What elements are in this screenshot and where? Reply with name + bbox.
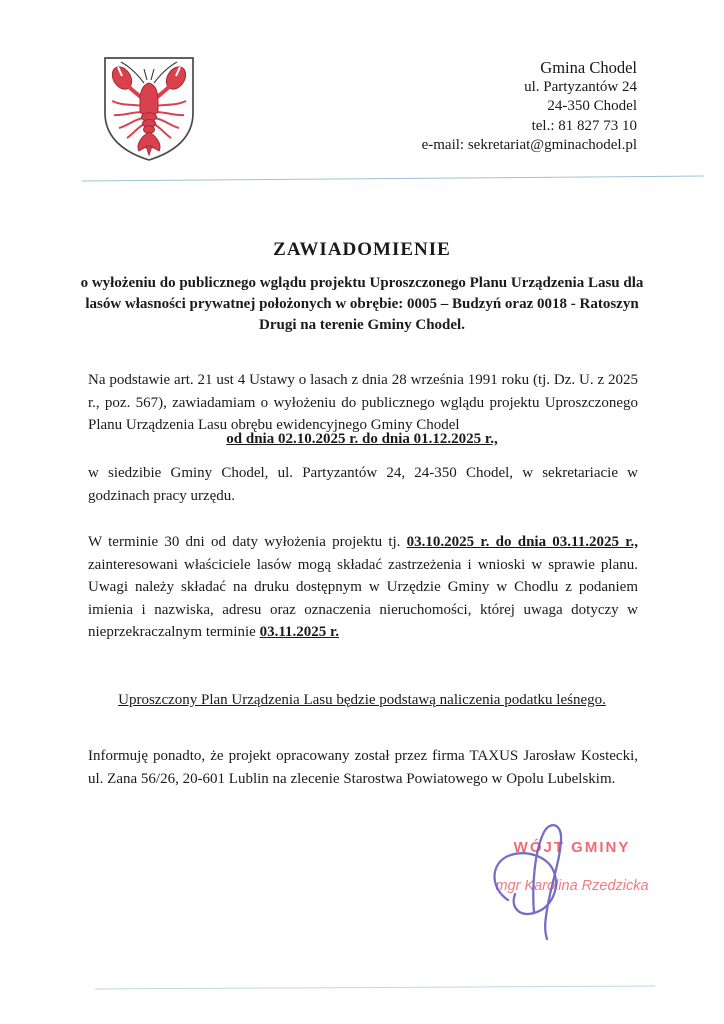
sender-phone: tel.: 81 827 73 10 — [531, 117, 637, 134]
objection-date-range: 03.10.2025 r. do dnia 03.11.2025 r., — [406, 534, 638, 550]
tax-basis-note: Uproszczony Plan Urządzenia Lasu będzie podstawą naliczenia podatku leśnego. — [118, 692, 606, 708]
gmina-chodel-crest-icon — [97, 53, 201, 165]
exhibition-date-range: od dnia 02.10.2025 r. do dnia 01.12.2025 r., — [226, 431, 498, 447]
stamp-office-title: WÓJT GMINY — [513, 839, 631, 856]
objection-text-pre: W terminie 30 dni od daty wyłożenia projektu tj. — [88, 534, 407, 550]
sender-address-block — [422, 58, 637, 156]
stamp-signer-name: mgr Karolina Rzedzicka — [495, 878, 649, 894]
sender-email: e-mail: sekretariat@gminachodel.pl — [421, 137, 637, 153]
handwritten-signature-icon — [478, 816, 628, 941]
document-subtitle: o wyłożeniu do publicznego wglądu projektu Uproszczonego Planu Urządzenia Lasu dla lasów własności prywatnej położonych w obrębie: 0005 – Budzyń oraz 0018 - Ratoszyn Drugi na terenie Gminy Chodel. — [80, 275, 644, 333]
official-stamp — [462, 830, 672, 935]
paragraph-objection-period — [88, 531, 638, 644]
paragraph-location: w siedzibie Gminy Chodel, ul. Partyzantów 24, 24-350 Chodel, w sekretariacie w godzinach pracy urzędu. — [88, 465, 638, 504]
sender-street: ul. Partyzantów 24 — [524, 78, 637, 95]
sender-city: 24-350 Chodel — [547, 98, 637, 114]
footer-divider-line — [95, 986, 655, 990]
paragraph-legal-basis: Na podstawie art. 21 ust 4 Ustawy o lasach z dnia 28 września 1991 roku (tj. Dz. U. z 2025 r., poz. 567), zawiadamiam o wyłożeniu do publicznego wglądu projektu Uproszczonego Planu Urządzenia Lasu obrębu ewidencyjnego Gminy Chodel — [88, 372, 638, 433]
header-divider-line — [82, 176, 704, 182]
document-title: ZAWIADOMIENIE — [273, 239, 451, 260]
objection-text-mid: zainteresowani właściciele lasów mogą składać zastrzeżenia i wnioski w sprawie planu. Uwagi należy składać na druku dostępnym w Urzędzie Gminy w Chodlu z podaniem imienia i nazwiska, adresu oraz oznaczenia nieruchomości, której uwaga dotyczy w nieprzekraczalnym terminie — [88, 556, 638, 640]
objection-deadline-date: 03.11.2025 r. — [259, 624, 340, 640]
sender-org: Gmina Chodel — [540, 58, 637, 77]
paragraph-contractor-info: Informuję ponadto, że projekt opracowany został przez firma TAXUS Jarosław Kostecki, ul. Zana 56/26, 20-601 Lublin na zlecenie Starostwa Powiatowego w Opolu Lubelskim. — [88, 748, 638, 787]
